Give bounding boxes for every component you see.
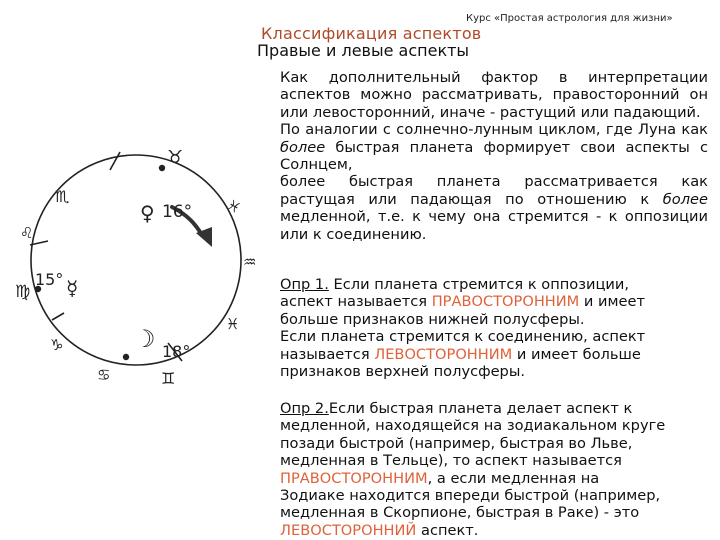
moon-symbol: ☽ [134, 325, 156, 353]
course-label: Курс «Простая астрология для жизни» [466, 13, 673, 24]
moon-dot [123, 354, 129, 360]
def2-l5b: , а если медленная на [427, 469, 600, 487]
def2-line-8 [280, 522, 708, 539]
gemini-sign: ♊ [161, 369, 176, 388]
def1-l5a: называется [280, 345, 375, 363]
def1-line-3: больше признаков нижней полусферы. [280, 310, 585, 328]
venus-dot [159, 165, 165, 171]
scorpio-sign: ♏ [55, 187, 70, 206]
def1-line-6: признаков верхней полусферы. [280, 363, 525, 381]
intro-p2-c: быстрая планета формирует свои аспекты с Солнцем, [280, 138, 708, 174]
def2-l8b: аспект. [416, 521, 479, 539]
def2-line-3: позади быстрой (например, быстрая во Льве, [280, 434, 633, 452]
virgo-sign: ♍ [15, 282, 31, 302]
cancer-sign: ♌ [20, 224, 34, 242]
venus-symbol: ♀ [140, 201, 155, 225]
def1-line-5 [280, 346, 708, 363]
def1-line-4: Если планета стремится к соединению, аспект [280, 328, 646, 346]
mercury-symbol: ☿ [66, 276, 79, 300]
intro-paragraph-3 [280, 173, 708, 243]
slide-title: Классификация аспектов [261, 24, 482, 43]
def2-line-4: медленная в Тельце), то аспект называется [280, 452, 622, 470]
def2-line-1 [280, 400, 708, 417]
intro-p3-a: более быстрая планета рассматривается как растущая или падающая по отношению к [280, 173, 708, 208]
def1-line-1 [280, 276, 708, 293]
intro-p3-emph: более [662, 190, 708, 208]
def1-left-term: ЛЕВОСТОРОННИМ [374, 345, 513, 363]
intro-text [280, 69, 708, 243]
zodiac-diagram [0, 135, 270, 395]
intro-p3-c: медленной, т.е. к чему она стремится - к оппозиции или к соединению. [280, 208, 708, 243]
intro-p2-emph: более [280, 138, 326, 156]
def1-line-2 [280, 293, 708, 310]
venus-degree: 16° [162, 202, 193, 222]
intro-p2-a: По аналогии с солнечно-лунным циклом, где Луна как [280, 121, 708, 139]
taurus-sign: ♉ [167, 147, 184, 168]
def1-l5c: и имеет больше [512, 345, 641, 363]
def2-label: Опр 2. [280, 400, 329, 417]
def1-l2a: аспект называется [280, 293, 432, 311]
def2-line-5 [280, 470, 708, 487]
def2-line-2: медленной, находящейся на зодиакальном круге [280, 417, 666, 435]
intro-paragraph-2 [280, 121, 708, 173]
def1-label: Опр 1. [280, 276, 329, 293]
pisces-sign: ♓ [224, 196, 243, 218]
intro-paragraph-1: Как дополнительный фактор в интерпретации аспектов можно рассматривать, правосторонний он или левосторонний, иначе - растущий или падающий. [280, 69, 708, 121]
def1-l2c: и имеет [579, 293, 645, 311]
def2-line-6: Зодиаке находится впереди быстрой (например, [280, 487, 661, 505]
definition-2 [280, 400, 708, 539]
slide-subtitle: Правые и левые аспекты [257, 41, 470, 60]
def2-line-7: медленная в Скорпионе, быстрая в Раке) - это [280, 504, 640, 522]
moon-degree: 18° [162, 342, 191, 361]
definition-1 [280, 276, 708, 380]
def1-right-term: ПРАВОСТОРОННИМ [431, 293, 580, 311]
def2-l1: Если быстрая планета делает аспект к [328, 400, 633, 417]
zodiac-ticks [30, 152, 182, 361]
def2-left-term: ЛЕВОСТОРОННИЙ [280, 521, 417, 539]
capricorn-sign: ♑ [50, 336, 64, 354]
def1-l1: Если планета стремится к оппозиции, [328, 276, 629, 293]
leo-bottom-sign: ♋ [97, 366, 111, 384]
aries-sign: ♒ [243, 253, 257, 271]
mercury-degree: 15° [35, 270, 64, 289]
def2-right-term: ПРАВОСТОРОННИМ [280, 469, 428, 487]
pisces-right-sign: ♓ [226, 315, 240, 333]
